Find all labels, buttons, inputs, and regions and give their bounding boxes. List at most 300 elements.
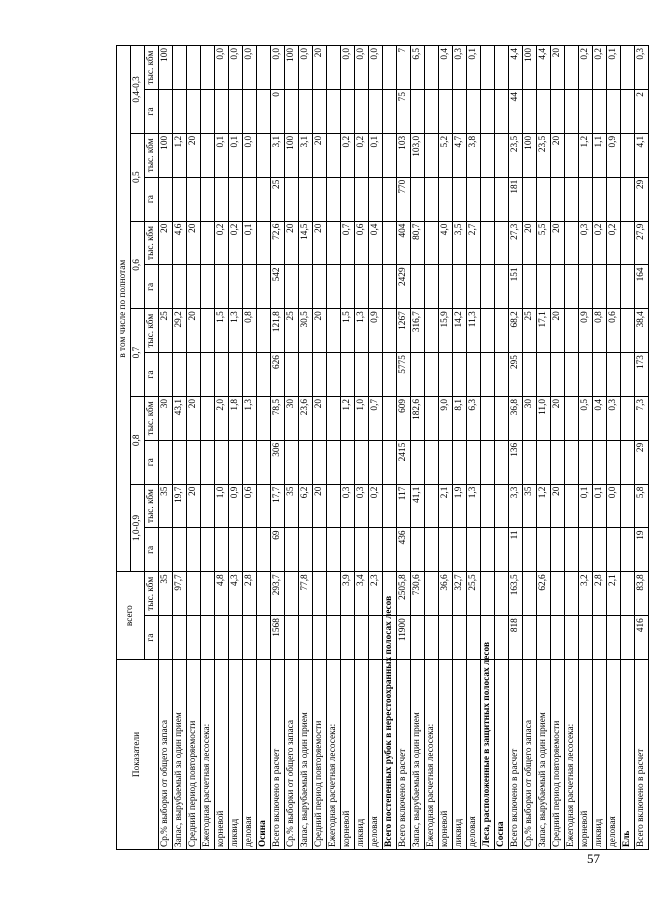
table-cell xyxy=(481,90,495,134)
table-cell xyxy=(439,528,453,572)
row-label: Всего включено в расчет xyxy=(397,660,411,850)
table-cell xyxy=(327,46,341,90)
table-cell xyxy=(229,90,243,134)
table-row xyxy=(537,46,551,850)
table-cell xyxy=(257,484,271,528)
table-cell: 818 xyxy=(509,616,523,660)
row-label: Ежегодная расчетная лесосека: xyxy=(425,660,439,850)
table-cell xyxy=(299,353,313,397)
table-cell: 0 xyxy=(271,90,285,134)
table-cell xyxy=(327,353,341,397)
unit-tkbm-header: тыс. кбм xyxy=(145,572,159,616)
table-cell: 0,2 xyxy=(593,221,607,265)
table-cell: 0,0 xyxy=(369,46,383,90)
table-cell: 4,4 xyxy=(537,46,551,90)
table-cell xyxy=(621,46,635,90)
table-cell: 19 xyxy=(635,528,649,572)
table-cell: 0,2 xyxy=(369,484,383,528)
table-cell xyxy=(243,177,257,221)
table-cell: 4,1 xyxy=(635,133,649,177)
row-label: Средний период повторяемости xyxy=(187,660,201,850)
table-cell xyxy=(173,528,187,572)
table-cell xyxy=(285,90,299,134)
table-cell xyxy=(243,616,257,660)
table-cell: 121,8 xyxy=(271,309,285,353)
table-cell xyxy=(481,265,495,309)
table-cell xyxy=(173,46,187,90)
row-label: корневой xyxy=(341,660,355,850)
table-cell xyxy=(355,440,369,484)
table-cell xyxy=(257,133,271,177)
row-label: деловая xyxy=(467,660,481,850)
table-cell: 32,7 xyxy=(453,572,467,616)
table-cell xyxy=(579,440,593,484)
table-cell xyxy=(565,484,579,528)
table-cell xyxy=(159,440,173,484)
table-cell: 0,3 xyxy=(607,396,621,440)
table-cell xyxy=(495,133,509,177)
table-cell: 15,9 xyxy=(439,309,453,353)
table-cell xyxy=(593,440,607,484)
table-cell xyxy=(187,353,201,397)
table-cell xyxy=(621,309,635,353)
table-cell: 5,2 xyxy=(439,133,453,177)
table-cell xyxy=(467,440,481,484)
row-label: Всего включено в расчет xyxy=(635,660,649,850)
row-label: Запас, вырубаемый за один прием xyxy=(411,660,425,850)
table-cell xyxy=(187,572,201,616)
table-row xyxy=(229,46,243,850)
table-cell: 20 xyxy=(313,221,327,265)
table-cell xyxy=(201,221,215,265)
row-label: корневой xyxy=(579,660,593,850)
table-row xyxy=(467,46,481,850)
table-cell: 20 xyxy=(523,221,537,265)
unit-ha-header: га xyxy=(145,440,159,484)
table-cell xyxy=(159,353,173,397)
table-cell: 43,1 xyxy=(173,396,187,440)
table-cell: 29 xyxy=(635,177,649,221)
row-label: Ежегодная расчетная лесосека: xyxy=(201,660,215,850)
row-label: корневой xyxy=(215,660,229,850)
table-cell xyxy=(523,90,537,134)
table-cell: 8,1 xyxy=(453,396,467,440)
table-cell: 0,4 xyxy=(369,221,383,265)
table-cell: 25 xyxy=(285,309,299,353)
table-cell xyxy=(537,440,551,484)
table-cell xyxy=(411,353,425,397)
table-cell xyxy=(201,528,215,572)
row-label: Осина xyxy=(257,660,271,850)
table-cell xyxy=(229,616,243,660)
table-cell xyxy=(257,309,271,353)
table-cell xyxy=(593,353,607,397)
section-row xyxy=(481,46,495,850)
table-cell xyxy=(453,177,467,221)
table-cell: 69 xyxy=(271,528,285,572)
table-cell xyxy=(201,440,215,484)
table-cell xyxy=(439,353,453,397)
table-cell xyxy=(523,528,537,572)
table-cell xyxy=(257,528,271,572)
table-cell xyxy=(187,440,201,484)
table-cell: 0,2 xyxy=(341,133,355,177)
row-label: Всего включено в расчет xyxy=(271,660,285,850)
table-cell: 2 xyxy=(635,90,649,134)
table-cell: 0,0 xyxy=(271,46,285,90)
table-cell: 0,1 xyxy=(607,46,621,90)
section-row xyxy=(621,46,635,850)
row-label: Всего постепенных рубок в нерестоохранных полосах лесов xyxy=(383,660,397,850)
table-cell xyxy=(159,265,173,309)
table-cell xyxy=(495,528,509,572)
table-cell: 0,8 xyxy=(593,309,607,353)
table-cell xyxy=(565,440,579,484)
table-cell xyxy=(383,528,397,572)
table-cell xyxy=(551,616,565,660)
table-cell xyxy=(579,528,593,572)
table-row xyxy=(593,46,607,850)
table-row xyxy=(243,46,257,850)
table-row xyxy=(159,46,173,850)
table-cell: 20 xyxy=(551,309,565,353)
table-cell: 80,7 xyxy=(411,221,425,265)
table-cell: 3,9 xyxy=(341,572,355,616)
table-cell: 1,8 xyxy=(229,396,243,440)
table-cell xyxy=(593,528,607,572)
table-cell: 25 xyxy=(271,177,285,221)
table-cell: 0,1 xyxy=(215,133,229,177)
table-cell xyxy=(453,265,467,309)
table-cell xyxy=(313,572,327,616)
table-cell xyxy=(285,528,299,572)
table-cell: 0,0 xyxy=(215,46,229,90)
table-cell xyxy=(565,177,579,221)
row-label: Средний период повторяемости xyxy=(551,660,565,850)
table-cell xyxy=(229,353,243,397)
table-cell xyxy=(369,177,383,221)
forest-data-table xyxy=(116,45,649,850)
table-cell: 7 xyxy=(397,46,411,90)
unit-ha-header: га xyxy=(145,616,159,660)
table-cell xyxy=(257,90,271,134)
table-cell xyxy=(187,528,201,572)
table-cell xyxy=(481,46,495,90)
table-cell xyxy=(607,90,621,134)
table-cell: 2,0 xyxy=(215,396,229,440)
table-cell: 4,4 xyxy=(509,46,523,90)
table-cell: 11,3 xyxy=(467,309,481,353)
table-cell: 0,3 xyxy=(341,484,355,528)
table-row xyxy=(187,46,201,850)
table-cell: 0,7 xyxy=(369,396,383,440)
table-cell: 0,4 xyxy=(593,396,607,440)
table-cell xyxy=(607,177,621,221)
table-cell xyxy=(481,353,495,397)
table-cell xyxy=(369,440,383,484)
table-cell xyxy=(355,177,369,221)
table-cell xyxy=(439,265,453,309)
table-cell xyxy=(243,90,257,134)
table-cell: 163,5 xyxy=(509,572,523,616)
table-cell: 1,1 xyxy=(593,133,607,177)
table-cell: 730,6 xyxy=(411,572,425,616)
table-cell: 25 xyxy=(159,309,173,353)
table-cell xyxy=(523,177,537,221)
table-row xyxy=(285,46,299,850)
table-cell xyxy=(313,265,327,309)
table-cell xyxy=(523,265,537,309)
table-cell: 20 xyxy=(313,133,327,177)
table-cell xyxy=(215,90,229,134)
table-cell xyxy=(229,440,243,484)
table-cell: 68,2 xyxy=(509,309,523,353)
table-cell xyxy=(481,528,495,572)
table-cell: 23,5 xyxy=(537,133,551,177)
row-label: Всего включено в расчет xyxy=(509,660,523,850)
table-cell xyxy=(341,177,355,221)
table-row xyxy=(607,46,621,850)
table-cell xyxy=(621,616,635,660)
table-cell xyxy=(579,177,593,221)
table-cell xyxy=(481,396,495,440)
unit-tkbm-header: тыс. кбм xyxy=(145,133,159,177)
table-cell xyxy=(215,177,229,221)
table-cell xyxy=(621,133,635,177)
table-cell xyxy=(187,90,201,134)
total-header: всего xyxy=(117,572,145,660)
table-cell: 97,7 xyxy=(173,572,187,616)
table-row xyxy=(425,46,439,850)
table-cell: 23,6 xyxy=(299,396,313,440)
table-cell: 609 xyxy=(397,396,411,440)
table-cell xyxy=(243,265,257,309)
table-body xyxy=(159,46,649,850)
table-cell xyxy=(425,396,439,440)
table-cell xyxy=(593,265,607,309)
table-cell: 117 xyxy=(397,484,411,528)
table-cell: 136 xyxy=(509,440,523,484)
table-cell: 542 xyxy=(271,265,285,309)
table-cell: 0,2 xyxy=(355,133,369,177)
table-cell: 20 xyxy=(187,221,201,265)
table-cell xyxy=(621,90,635,134)
table-cell xyxy=(425,484,439,528)
unit-tkbm-header: тыс. кбм xyxy=(145,309,159,353)
table-cell xyxy=(537,353,551,397)
table-cell: 3,4 xyxy=(355,572,369,616)
table-cell: 6,5 xyxy=(411,46,425,90)
row-label: Ель xyxy=(621,660,635,850)
table-cell: 20 xyxy=(313,484,327,528)
table-row xyxy=(509,46,523,850)
table-cell: 103 xyxy=(397,133,411,177)
table-cell xyxy=(159,177,173,221)
table-cell xyxy=(481,572,495,616)
table-cell xyxy=(355,353,369,397)
table-cell: 62,6 xyxy=(537,572,551,616)
table-cell xyxy=(341,353,355,397)
table-cell xyxy=(453,353,467,397)
table-cell xyxy=(537,177,551,221)
table-cell: 7,3 xyxy=(635,396,649,440)
table-cell: 404 xyxy=(397,221,411,265)
table-cell xyxy=(551,440,565,484)
row-label: Ежегодная расчетная лесосека: xyxy=(565,660,579,850)
table-cell: 17,1 xyxy=(537,309,551,353)
table-cell: 23,5 xyxy=(509,133,523,177)
table-cell xyxy=(523,616,537,660)
table-cell: 1,0 xyxy=(215,484,229,528)
table-cell xyxy=(257,46,271,90)
row-label: Сосна xyxy=(495,660,509,850)
table-cell: 30 xyxy=(285,396,299,440)
table-cell: 36,6 xyxy=(439,572,453,616)
table-cell xyxy=(299,90,313,134)
table-cell xyxy=(383,90,397,134)
table-cell: 0,0 xyxy=(299,46,313,90)
table-cell xyxy=(201,265,215,309)
table-cell xyxy=(621,396,635,440)
table-cell xyxy=(579,616,593,660)
table-cell xyxy=(481,484,495,528)
table-cell: 4,6 xyxy=(173,221,187,265)
table-cell: 100 xyxy=(159,133,173,177)
table-cell xyxy=(173,265,187,309)
table-cell: 83,8 xyxy=(635,572,649,616)
table-cell: 36,8 xyxy=(509,396,523,440)
density-group-header: 0,8 xyxy=(131,396,145,484)
table-row xyxy=(565,46,579,850)
table-cell xyxy=(173,353,187,397)
table-cell: 0,9 xyxy=(229,484,243,528)
table-cell xyxy=(285,572,299,616)
table-cell xyxy=(341,528,355,572)
table-cell xyxy=(173,177,187,221)
table-cell: 35 xyxy=(159,572,173,616)
table-cell xyxy=(327,572,341,616)
table-cell xyxy=(425,616,439,660)
table-cell: 0,1 xyxy=(369,133,383,177)
table-cell xyxy=(201,90,215,134)
table-cell xyxy=(593,616,607,660)
table-cell xyxy=(565,616,579,660)
table-cell: 2,7 xyxy=(467,221,481,265)
table-row xyxy=(635,46,649,850)
table-cell xyxy=(453,440,467,484)
table-cell xyxy=(411,528,425,572)
density-group-header: 0,5 xyxy=(131,133,145,221)
table-cell xyxy=(285,440,299,484)
table-cell xyxy=(495,90,509,134)
table-cell xyxy=(201,353,215,397)
table-cell: 5775 xyxy=(397,353,411,397)
table-cell: 35 xyxy=(159,484,173,528)
table-row xyxy=(271,46,285,850)
unit-tkbm-header: тыс. кбм xyxy=(145,484,159,528)
table-row xyxy=(411,46,425,850)
table-cell xyxy=(523,353,537,397)
table-cell xyxy=(565,265,579,309)
table-cell xyxy=(537,616,551,660)
table-cell xyxy=(313,177,327,221)
table-cell: 29 xyxy=(635,440,649,484)
table-cell: 4,0 xyxy=(439,221,453,265)
table-cell: 20 xyxy=(551,133,565,177)
table-cell xyxy=(327,90,341,134)
row-label: деловая xyxy=(607,660,621,850)
table-cell xyxy=(425,440,439,484)
table-cell: 4,8 xyxy=(215,572,229,616)
table-cell xyxy=(341,616,355,660)
table-cell: 11900 xyxy=(397,616,411,660)
table-cell: 2,1 xyxy=(439,484,453,528)
table-cell: 29,2 xyxy=(173,309,187,353)
table-cell: 0,2 xyxy=(215,221,229,265)
table-cell: 77,8 xyxy=(299,572,313,616)
table-row xyxy=(201,46,215,850)
table-cell: 20 xyxy=(187,396,201,440)
table-cell xyxy=(341,440,355,484)
table-cell xyxy=(495,396,509,440)
table-cell: 100 xyxy=(159,46,173,90)
table-cell: 100 xyxy=(285,46,299,90)
unit-ha-header: га xyxy=(145,265,159,309)
table-cell xyxy=(621,440,635,484)
table-cell: 1,3 xyxy=(467,484,481,528)
table-cell xyxy=(313,90,327,134)
table-cell: 2429 xyxy=(397,265,411,309)
table-cell: 0,0 xyxy=(341,46,355,90)
table-cell xyxy=(439,90,453,134)
table-cell xyxy=(299,265,313,309)
table-cell xyxy=(411,440,425,484)
table-cell: 0,8 xyxy=(243,309,257,353)
table-cell xyxy=(579,90,593,134)
table-cell xyxy=(453,616,467,660)
table-cell xyxy=(495,221,509,265)
section-row xyxy=(257,46,271,850)
table-cell: 5,5 xyxy=(537,221,551,265)
table-cell: 173 xyxy=(635,353,649,397)
table-cell xyxy=(327,133,341,177)
table-cell: 0,6 xyxy=(243,484,257,528)
table-cell xyxy=(411,90,425,134)
table-cell: 2,8 xyxy=(243,572,257,616)
incl-full-header: в том числе по полнотам xyxy=(117,46,131,572)
table-cell xyxy=(369,353,383,397)
table-cell xyxy=(257,353,271,397)
table-cell: 20 xyxy=(313,46,327,90)
table-cell: 436 xyxy=(397,528,411,572)
table-cell: 100 xyxy=(285,133,299,177)
table-cell: 27,9 xyxy=(635,221,649,265)
table-cell: 6,3 xyxy=(467,396,481,440)
table-cell: 38,4 xyxy=(635,309,649,353)
table-cell xyxy=(173,440,187,484)
table-cell xyxy=(551,177,565,221)
table-cell: 11 xyxy=(509,528,523,572)
density-group-header: 0,4-0,3 xyxy=(131,46,145,134)
table-cell xyxy=(355,265,369,309)
table-cell: 181 xyxy=(509,177,523,221)
table-cell xyxy=(565,221,579,265)
table-cell xyxy=(201,572,215,616)
table-cell: 1,2 xyxy=(173,133,187,177)
table-cell xyxy=(285,177,299,221)
table-cell xyxy=(565,46,579,90)
table-cell: 0,0 xyxy=(229,46,243,90)
